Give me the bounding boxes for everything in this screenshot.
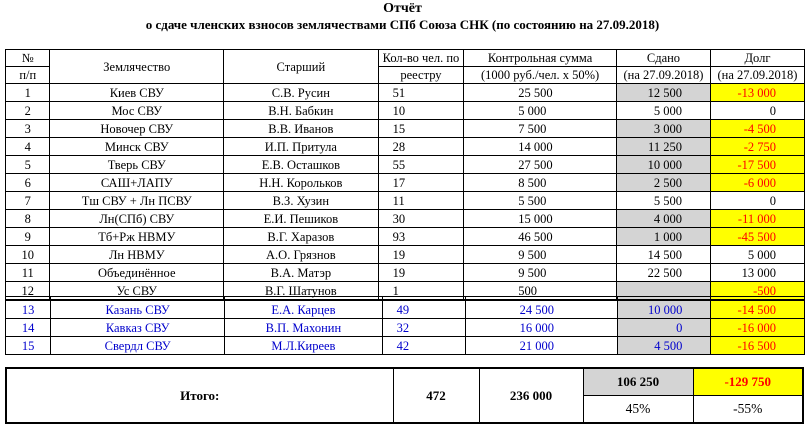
row-control-sum: 9 500 — [464, 246, 617, 264]
row-control-sum: 7 500 — [464, 120, 617, 138]
table-row — [6, 192, 805, 210]
row-paid: 4 500 — [618, 337, 711, 355]
totals-debt-percent: -55% — [693, 396, 803, 424]
row-debt: 5 000 — [710, 246, 804, 264]
row-control-sum: 500 — [464, 282, 617, 300]
row-control-sum: 27 500 — [464, 156, 617, 174]
row-number: 10 — [6, 246, 50, 264]
row-debt: -16 500 — [711, 337, 805, 355]
row-paid: 2 500 — [616, 174, 710, 192]
row-control-sum: 46 500 — [464, 228, 617, 246]
row-members: 19 — [378, 246, 464, 264]
row-members: 42 — [382, 337, 465, 355]
row-community: Мос СВУ — [50, 102, 224, 120]
row-number: 2 — [6, 102, 50, 120]
totals-table — [5, 367, 804, 424]
table-row — [6, 174, 805, 192]
header-members: Кол-во чел. по — [378, 50, 464, 67]
row-community: Тш СВУ + Лн ПСВУ — [50, 192, 224, 210]
row-control-sum: 15 000 — [464, 210, 617, 228]
contributions-table — [5, 49, 805, 300]
row-number: 4 — [6, 138, 50, 156]
row-community: Объединённое — [50, 264, 224, 282]
table-row — [6, 301, 805, 319]
row-number: 12 — [6, 282, 50, 300]
row-paid: 22 500 — [616, 264, 710, 282]
row-community: Свердл СВУ — [51, 337, 225, 355]
row-community: Тб+Рж НВМУ — [50, 228, 224, 246]
table-row — [6, 228, 805, 246]
header-elder: Старший — [224, 50, 379, 84]
header-debt: Долг — [710, 50, 804, 67]
row-number: 14 — [6, 319, 51, 337]
row-elder: С.В. Русин — [224, 84, 379, 102]
row-elder: Е.А. Карцев — [225, 301, 383, 319]
row-elder: В.Г. Шатунов — [224, 282, 379, 300]
row-community: САШ+ЛАПУ — [50, 174, 224, 192]
row-elder: И.П. Притула — [224, 138, 379, 156]
row-debt: 13 000 — [710, 264, 804, 282]
row-debt: -11 000 — [710, 210, 804, 228]
row-members: 32 — [382, 319, 465, 337]
row-community: Лн НВМУ — [50, 246, 224, 264]
row-debt: -6 000 — [710, 174, 804, 192]
report-title: Отчёт — [383, 1, 422, 16]
header-paid-sub: (на 27.09.2018) — [616, 67, 710, 84]
row-elder: М.Л.Киреев — [225, 337, 383, 355]
row-members: 49 — [382, 301, 465, 319]
row-elder: Е.И. Пешиков — [224, 210, 379, 228]
table-row — [6, 210, 805, 228]
row-debt: 0 — [710, 102, 804, 120]
row-number: 11 — [6, 264, 50, 282]
header-num-sub: п/п — [6, 67, 50, 84]
table-row — [6, 102, 805, 120]
row-community: Лн(СПб) СВУ — [50, 210, 224, 228]
table-row — [6, 246, 805, 264]
row-community: Казань СВУ — [51, 301, 225, 319]
row-control-sum: 21 000 — [465, 337, 617, 355]
row-community: Кавказ СВУ — [51, 319, 225, 337]
row-members: 55 — [378, 156, 464, 174]
row-members: 15 — [378, 120, 464, 138]
row-members: 1 — [378, 282, 464, 300]
row-paid: 11 250 — [616, 138, 710, 156]
row-number: 7 — [6, 192, 50, 210]
row-members: 28 — [378, 138, 464, 156]
row-control-sum: 16 000 — [465, 319, 617, 337]
row-debt: -2 750 — [710, 138, 804, 156]
row-debt: 0 — [710, 192, 804, 210]
row-number: 3 — [6, 120, 50, 138]
totals-paid: 106 250 — [583, 368, 693, 396]
row-number: 6 — [6, 174, 50, 192]
header-control-sub: (1000 руб./чел. х 50%) — [464, 67, 617, 84]
table-row — [6, 319, 805, 337]
row-members: 17 — [378, 174, 464, 192]
row-number: 5 — [6, 156, 50, 174]
row-members: 10 — [378, 102, 464, 120]
secondary-table — [5, 296, 805, 355]
header-community: Землячество — [50, 50, 224, 84]
header-row — [6, 50, 805, 67]
row-number: 15 — [6, 337, 51, 355]
row-number: 13 — [6, 301, 51, 319]
row-elder: Е.В. Осташков — [224, 156, 379, 174]
row-control-sum: 9 500 — [464, 264, 617, 282]
row-paid: 1 000 — [616, 228, 710, 246]
totals-control: 236 000 — [479, 368, 583, 423]
row-number: 8 — [6, 210, 50, 228]
row-debt: -45 500 — [710, 228, 804, 246]
table-row — [6, 337, 805, 355]
row-paid: 10 000 — [618, 301, 711, 319]
row-debt: -13 000 — [710, 84, 804, 102]
totals-members: 472 — [393, 368, 479, 423]
row-paid: 5 500 — [616, 192, 710, 210]
totals-label: Итого: — [6, 368, 393, 423]
row-debt: -16 000 — [711, 319, 805, 337]
header-num: № — [6, 50, 50, 67]
row-elder: В.П. Махонин — [225, 319, 383, 337]
row-paid: 0 — [618, 319, 711, 337]
row-control-sum: 14 000 — [464, 138, 617, 156]
row-control-sum: 5 500 — [464, 192, 617, 210]
row-community: Киев СВУ — [50, 84, 224, 102]
row-members: 51 — [378, 84, 464, 102]
row-control-sum: 8 500 — [464, 174, 617, 192]
row-paid: 4 000 — [616, 210, 710, 228]
header-control: Контрольная сумма — [464, 50, 617, 67]
row-paid: 5 000 — [616, 102, 710, 120]
row-elder: В.В. Иванов — [224, 120, 379, 138]
row-elder: В.Н. Бабкин — [224, 102, 379, 120]
row-paid: 12 500 — [616, 84, 710, 102]
row-members: 19 — [378, 264, 464, 282]
row-control-sum: 24 500 — [465, 301, 617, 319]
totals-debt: -129 750 — [693, 368, 803, 396]
header-members-sub: реестру — [378, 67, 464, 84]
row-control-sum: 5 000 — [464, 102, 617, 120]
row-community: Тверь СВУ — [50, 156, 224, 174]
row-members: 30 — [378, 210, 464, 228]
row-members: 93 — [378, 228, 464, 246]
row-elder: А.О. Грязнов — [224, 246, 379, 264]
row-paid: 10 000 — [616, 156, 710, 174]
row-debt: -4 500 — [710, 120, 804, 138]
row-paid: 3 000 — [616, 120, 710, 138]
row-members: 11 — [378, 192, 464, 210]
row-elder: В.А. Матэр — [224, 264, 379, 282]
totals-paid-percent: 45% — [583, 396, 693, 424]
row-paid: 14 500 — [616, 246, 710, 264]
row-debt: -500 — [710, 282, 804, 300]
row-number: 9 — [6, 228, 50, 246]
table-row — [6, 156, 805, 174]
row-elder: В.З. Хузин — [224, 192, 379, 210]
table-row — [6, 138, 805, 156]
row-elder: В.Г. Харазов — [224, 228, 379, 246]
header-debt-sub: (на 27.09.2018) — [710, 67, 804, 84]
table-row — [6, 264, 805, 282]
row-number: 1 — [6, 84, 50, 102]
row-debt: -14 500 — [711, 301, 805, 319]
row-community: Минск СВУ — [50, 138, 224, 156]
row-community: Новочер СВУ — [50, 120, 224, 138]
table-row — [6, 120, 805, 138]
totals-row — [6, 368, 803, 396]
row-debt: -17 500 — [710, 156, 804, 174]
row-control-sum: 25 500 — [464, 84, 617, 102]
table-row — [6, 84, 805, 102]
row-community: Ус СВУ — [50, 282, 224, 300]
report-subtitle: о сдаче членских взносов землячествами СПб Союза СНК (по состоянию на 27.09.2018) — [145, 17, 660, 32]
header-paid: Сдано — [616, 50, 710, 67]
row-elder: Н.Н. Корольков — [224, 174, 379, 192]
